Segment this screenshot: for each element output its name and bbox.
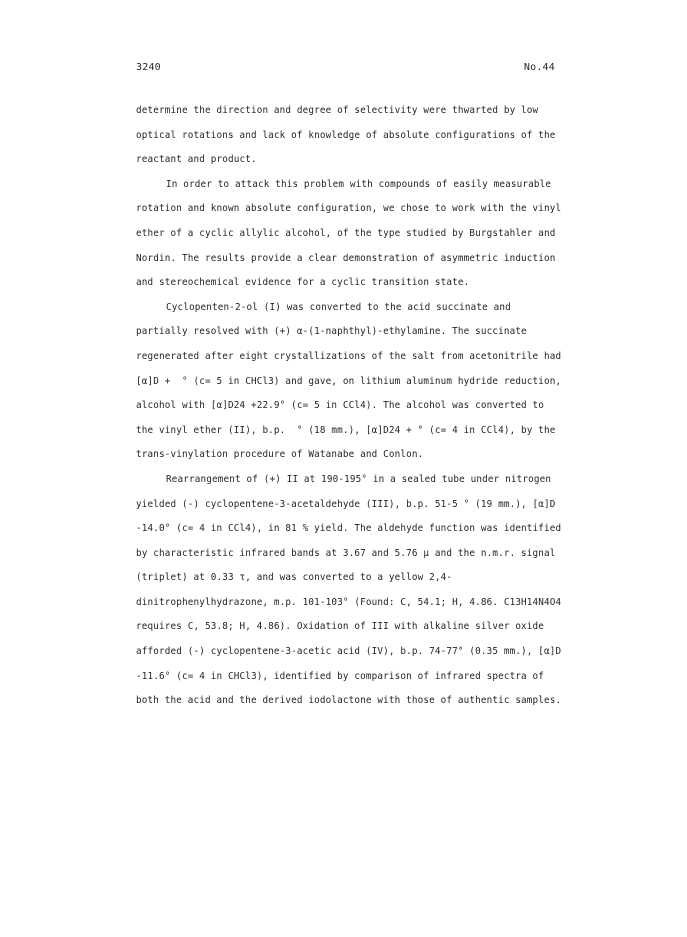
paragraph-synthesis: Cyclopenten-2-ol (I) was converted to the acid succinate and partially resolved with (+) α-(1-naphthyl)-ethylamine. The succinate regenerated after eight crystallizations of the salt from acetonitrile had [α]D + ° (c= 5 in CHCl3) and gave, on lithium aluminum hydride reduction, alcohol with [α]D24 +22.9° (c= 5 in CCl4). The alcohol was converted to the vinyl ether (II), b.p. ° (18 mm.), [α]D24 + ° (c= 4 in CCl4), by the trans-vinylation procedure of Watanabe and Conlon. [136,301,568,461]
paragraph-rearrangement: Rearrangement of (+) II at 190-195° in a sealed tube under nitrogen yielded (-) cyclopentene-3-acetaldehyde (III), b.p. 51-5 ° (19 mm.), [α]D -14.0° (c= 4 in CCl4), in 81 % yield. The aldehyde function was identified by characteristic infrared bands at 3.67 and 5.76 μ and the n.m.r. signal (triplet) at 0.33 τ, and was converted to a yellow 2,4-dinitrophenylhydrazone, m.p. 101-103° (Found: C, 54.1; H, 4.86. C13H14N4O4 requires C, 53.8; H, 4.86). Oxidation of III with alkaline silver oxide afforded (-) cyclopentene-3-acetic acid (IV), b.p. 74-77° (0.35 mm.), [α]D -11.6° (c= 4 in CHCl3), identified by comparison of infrared spectra of both the acid and the derived iodolactone with those of authentic samples. [136,473,568,707]
article-body [136,99,566,714]
page-number: 3240 [136,62,161,73]
paragraph-approach: In order to attack this problem with compounds of easily measurable rotation and known absolute configuration, we chose to work with the vinyl ether of a cyclic allylic alcohol, of the type studied by Burgstahler and Nordin. The results provide a clear demonstration of asymmetric induction and stereochemical evidence for a cyclic transition state. [136,178,568,289]
paragraph-continuation: determine the direction and degree of selectivity were thwarted by low optical rotations and lack of knowledge of absolute configurations of the reactant and product. [136,105,562,166]
issue-number: No.44 [523,62,555,73]
